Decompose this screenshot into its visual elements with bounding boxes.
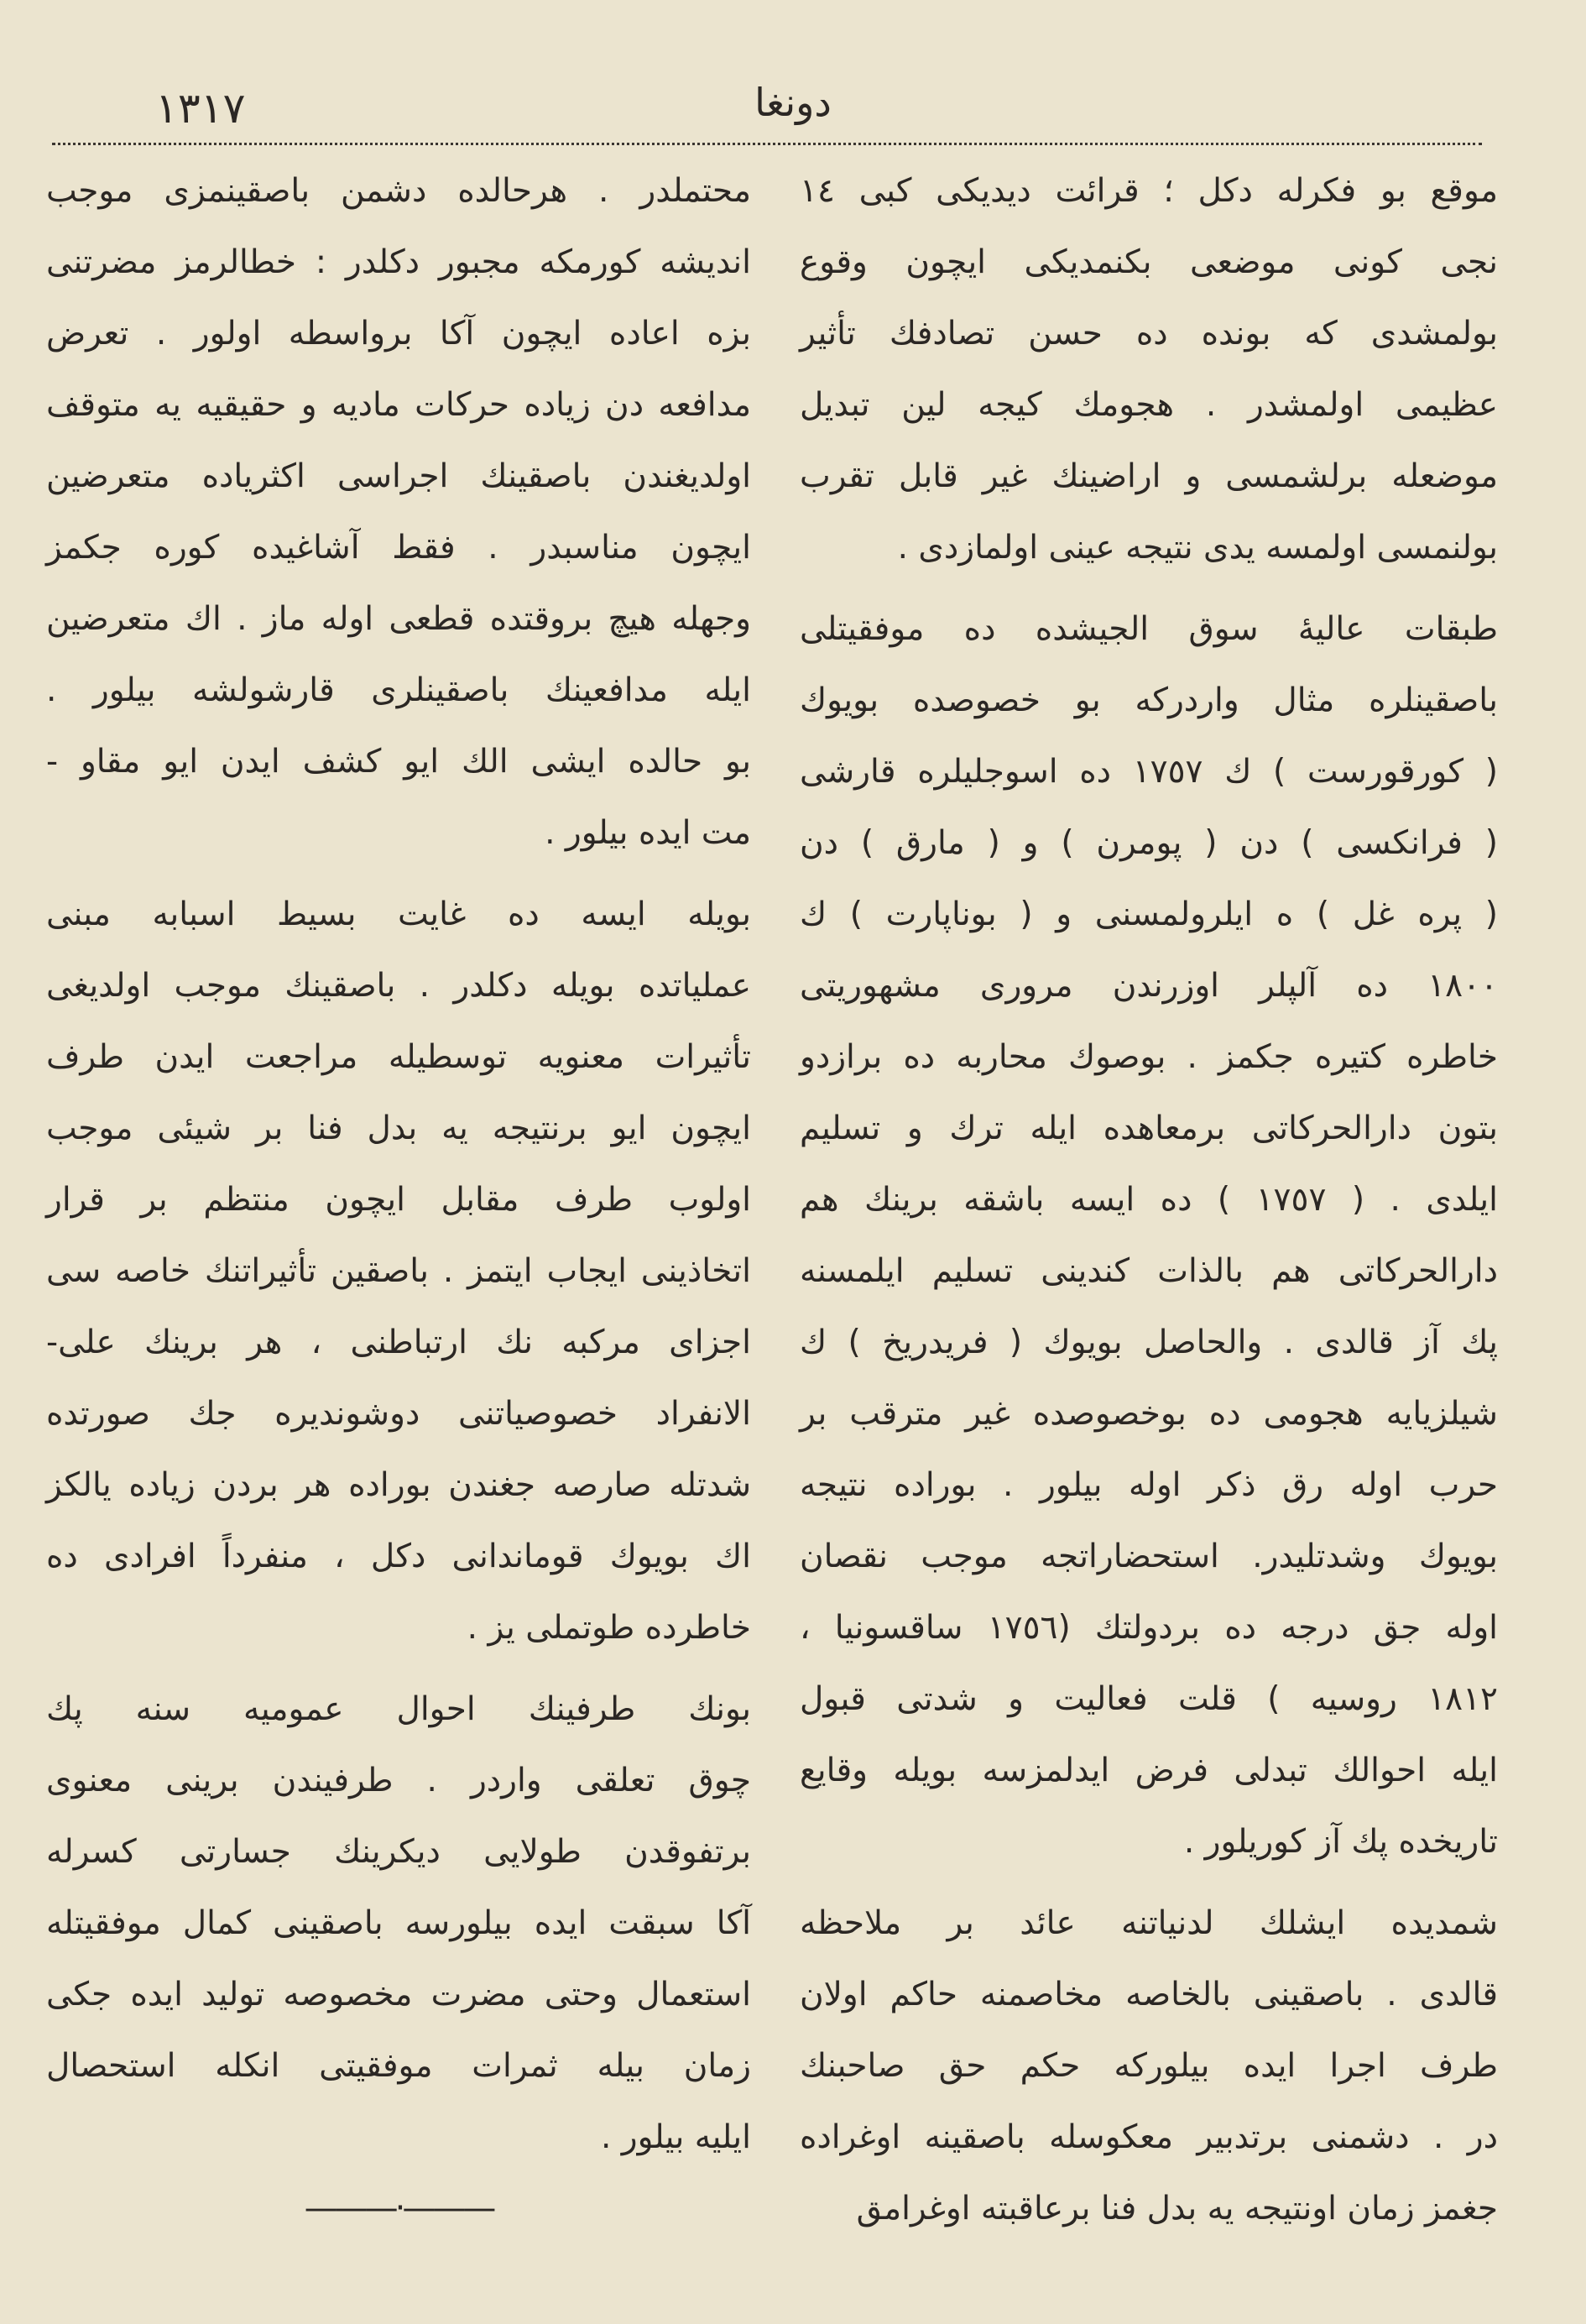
text-line: ایچون مناسبدر . فقط آشاغیده کوره جکمز — [46, 529, 751, 567]
text-line: در . دشمنی برتدبیر معکوسله باصقینه اوغراده — [800, 2118, 1498, 2156]
text-line: ایلیه بیلور . — [601, 2118, 751, 2156]
text-line: خاطرده طوتملی یز . — [467, 1609, 751, 1647]
text-line: اجزای مرکبه نك ارتباطنی ، هر برینك علی- — [46, 1324, 751, 1361]
text-line: اك بویوك قوماندانی دکل ، منفرداً افرادی ده — [46, 1538, 751, 1575]
paragraph — [46, 879, 751, 1663]
text-line: عملیاتده بویله دکلدر . باصقینك موجب اولدیغی — [46, 967, 751, 1005]
text-line: اولدیغندن باصقینك اجراسی اکثریاده متعرضین — [46, 457, 751, 495]
text-line: ١٨٠٠ ده آلپلر اوزرندن مروری مشهوریتی — [800, 967, 1498, 1005]
text-line: دارالحرکاتی هم بالذات کندینی تسلیم ایلمسنه — [800, 1252, 1498, 1290]
text-line: شدتله صارصه جغندن بوراده هر بردن زیاده یالکز — [46, 1466, 751, 1504]
left-column — [46, 155, 751, 2233]
text-line: مدافعه دن زیاده حرکات مادیه و حقیقیه یه متوقف — [46, 386, 751, 424]
end-ornament: ———·——— — [304, 2189, 493, 2227]
text-line: خاطره کتیره جکمز . بوصوك محاربه ده برازدو — [800, 1038, 1498, 1076]
text-line: بولمشدی که بونده ده حسن تصادفك تأثیر — [800, 315, 1498, 353]
text-line: اتخاذینی ایجاب ایتمز . باصقین تأثیراتنك خاصه سی — [46, 1252, 751, 1290]
text-line: باصقینلره مثال واردرکه بو خصوصده بویوك — [800, 682, 1498, 719]
text-line: چوق تعلقی واردر . طرفیندن برینی معنوی — [46, 1762, 751, 1799]
text-line: ( پره غل ) ه ایلرولمسنی و ( بوناپارت ) ك — [800, 896, 1498, 933]
page-number: ١٣١٧ — [155, 84, 246, 133]
text-line: اولوب طرف مقابل ایچون منتظم بر قرار — [46, 1181, 751, 1219]
text-line: ایچون ایو برنتیجه یه بدل فنا بر شیئی موجب — [46, 1110, 751, 1147]
paragraph — [46, 155, 751, 869]
text-line: قالدی . باصقینی بالخاصه مخاصمنه حاکم اولان — [800, 1976, 1498, 2013]
text-line: استعمال وحتی مضرت مخصوصه تولید ایده جکی — [46, 1976, 751, 2013]
running-title: دونغا — [754, 80, 832, 125]
text-line: بویله ایسه ده غایت بسیط اسبابه مبنی — [46, 896, 751, 933]
text-line: الانفراد خصوصیاتنی دوشوندیره جك صورتده — [46, 1395, 751, 1433]
text-line: طرف اجرا ایده بیلورکه حکم حق صاحبنك — [800, 2047, 1498, 2085]
text-line: ( فرانکسی ) دن ( پومرن ) و ( مارق ) دن — [800, 824, 1498, 862]
paragraph — [800, 593, 1498, 1877]
text-line: ایله احوالك تبدلی فرض ایدلمزسه بویله وقایع — [800, 1752, 1498, 1789]
text-line: حرب اوله رق ذکر اوله بیلور . بوراده نتیجه — [800, 1466, 1498, 1504]
text-line: اوله جق درجه ده بردولتك (١٧٥٦ ساقسونیا ، — [800, 1609, 1498, 1647]
text-line: جغمز زمان اونتیجه یه بدل فنا برعاقبته اوغرامق — [856, 2190, 1498, 2227]
text-line: بونك طرفینك احوال عمومیه سنه پك — [46, 1690, 751, 1728]
text-line: اندیشه کورمکه مجبور دکلدر : خطالرمز مضرتنی — [46, 243, 751, 281]
text-line: بزه اعاده ایچون آکا برواسطه اولور . تعرض — [46, 315, 751, 353]
text-line: موقع بو فکرله دکل ؛ قرائت دیدیکی کبی ١٤ — [800, 172, 1498, 210]
text-line: بویوك وشدتلیدر. استحضاراتجه موجب نقصان — [800, 1538, 1498, 1575]
right-column — [800, 155, 1498, 2254]
text-line: ایله مدافعینك باصقینلری قارشولشه بیلور . — [46, 671, 751, 709]
text-line: بولنمسی اولمسه یدی نتیجه عینی اولمازدی . — [897, 529, 1498, 567]
text-line: تاریخده پك آز کوریلور . — [1183, 1823, 1498, 1861]
paragraph — [800, 1888, 1498, 2244]
text-line: آکا سبقت ایده بیلورسه باصقینی کمال موفقیتله — [46, 1904, 751, 1942]
text-line: محتملدر . هرحالده دشمن باصقینمزی موجب — [46, 172, 751, 210]
paragraph — [800, 155, 1498, 583]
text-line: شمدیده ایشلك لدنیاتنه عائد بر ملاحظه — [800, 1904, 1498, 1942]
text-line: برتفوقدن طولایی دیکرینك جسارتی کسرله — [46, 1833, 751, 1871]
text-line: عظیمی اولمشدر . هجومك کیجه لین تبدیل — [800, 386, 1498, 424]
text-line: ١٨١٢ روسیه ) قلت فعالیت و شدتی قبول — [800, 1680, 1498, 1718]
text-line: پك آز قالدی . والحاصل بویوك ( فریدریخ ) ك — [800, 1324, 1498, 1361]
text-line: شیلزیایه هجومی ده بوخصوصده غیر مترقب بر — [800, 1395, 1498, 1433]
text-line: وجهله هیچ بروقتده قطعی اوله ماز . اك متعرضین — [46, 600, 751, 638]
text-line: زمان بیله ثمرات موفقیتی انکله استحصال — [46, 2047, 751, 2085]
text-line: طبقات عالیهٔ سوق الجیشده ده موفقیتلی — [800, 610, 1498, 648]
text-line: نجی کونی موضعی بکنمدیکی ایچون وقوع — [800, 243, 1498, 281]
header-dotted-rule — [52, 143, 1482, 145]
text-line: بتون دارالحرکاتی برمعاهده ایله ترك و تسلیم — [800, 1110, 1498, 1147]
text-line: تأثیرات معنویه توسطیله مراجعت ایدن طرف — [46, 1038, 751, 1076]
text-line: بو حالده ایشی الك ایو کشف ایدن ایو مقاو - — [46, 743, 751, 781]
text-line: موضعله برلشمسی و اراضینك غیر قابل تقرب — [800, 457, 1498, 495]
paragraph — [46, 1674, 751, 2173]
text-line: ایلدی . ( ١٧٥٧ ) ده ایسه باشقه برینك هم — [800, 1181, 1498, 1219]
text-line: ( کورقورست ) ك ١٧٥٧ ده اسوجلیلره قارشی — [800, 753, 1498, 791]
text-line: مت ایده بیلور . — [545, 814, 751, 852]
